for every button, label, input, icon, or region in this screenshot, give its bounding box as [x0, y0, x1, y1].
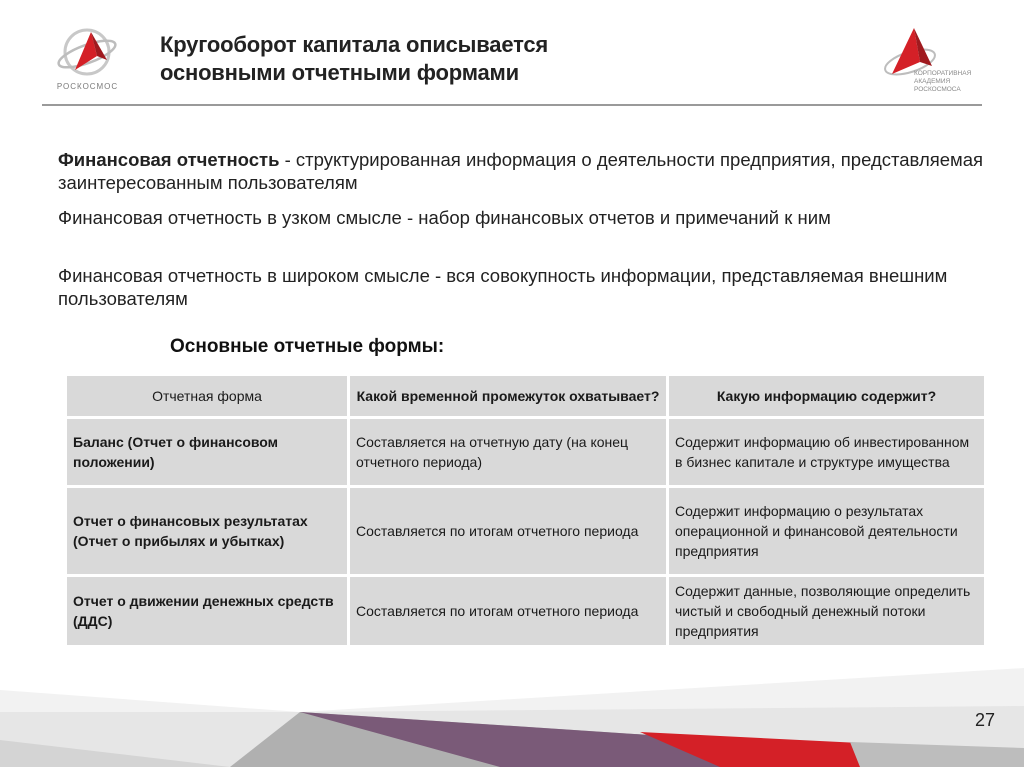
roscosmos-logo: [45, 20, 130, 100]
table-heading: Основные отчетные формы:: [170, 336, 445, 357]
table-row: [67, 488, 984, 574]
table-row: [67, 419, 984, 485]
period-cell: Составляется по итогам отчетного периода: [350, 577, 666, 645]
table-header-row: [67, 376, 984, 416]
content-cell: Содержит информацию об инвестированном в бизнес капитале и структуре имущества: [669, 419, 984, 485]
academy-logo: [880, 22, 990, 102]
form-name-cell: Отчет о движении денежных средств (ДДС): [67, 577, 347, 645]
period-cell: Составляется на отчетную дату (на конец отчетного периода): [350, 419, 666, 485]
page-number: 27: [975, 710, 996, 730]
definition-text: Финансовая отчетность в узком смысле - набор финансовых отчетов и примечаний к ним: [58, 207, 831, 228]
form-name-cell: Баланс (Отчет о финансовом положении): [67, 419, 347, 485]
definition-paragraph-2: [58, 206, 988, 229]
column-header: Какой временной промежуток охватывает?: [350, 376, 666, 416]
roscosmos-logo-icon: [45, 20, 130, 82]
title-line-2: основными отчетными формами: [160, 60, 519, 85]
academy-caption-line-1: КОРПОРАТИВНАЯ: [914, 70, 972, 77]
definition-term: Финансовая отчетность: [58, 149, 280, 170]
title-line-1: Кругооборот капитала описывается: [160, 32, 549, 57]
form-name-cell: Отчет о финансовых результатах (Отчет о прибылях и убытках): [67, 488, 347, 574]
content-cell: Содержит данные, позволяющие определить чистый и свободный денежный потоки предприятия: [669, 577, 984, 645]
definition-paragraph-1: [58, 148, 988, 194]
definition-text: - структурированная информация о деятельности предприятия, представляемая заинтересованным пользователям: [58, 149, 984, 193]
academy-caption-line-2: АКАДЕМИЯ: [914, 78, 951, 85]
column-header: Отчетная форма: [67, 376, 347, 416]
academy-caption-line-3: РОСКОСМОСА: [914, 86, 961, 93]
period-cell: Составляется по итогам отчетного периода: [350, 488, 666, 574]
header-divider: [42, 104, 982, 106]
content-cell: Содержит информацию о результатах операционной и финансовой деятельности предприятия: [669, 488, 984, 574]
reporting-forms-table: [64, 373, 987, 648]
roscosmos-logo-caption: РОСКОСМОС: [56, 82, 119, 91]
table-row: [67, 577, 984, 645]
page-title: [160, 31, 860, 87]
definition-paragraph-3: [58, 264, 988, 310]
column-header: Какую информацию содержит?: [669, 376, 984, 416]
definition-text: Финансовая отчетность в широком смысле - вся совокупность информации, представляемая внешним пользователям: [58, 265, 948, 309]
